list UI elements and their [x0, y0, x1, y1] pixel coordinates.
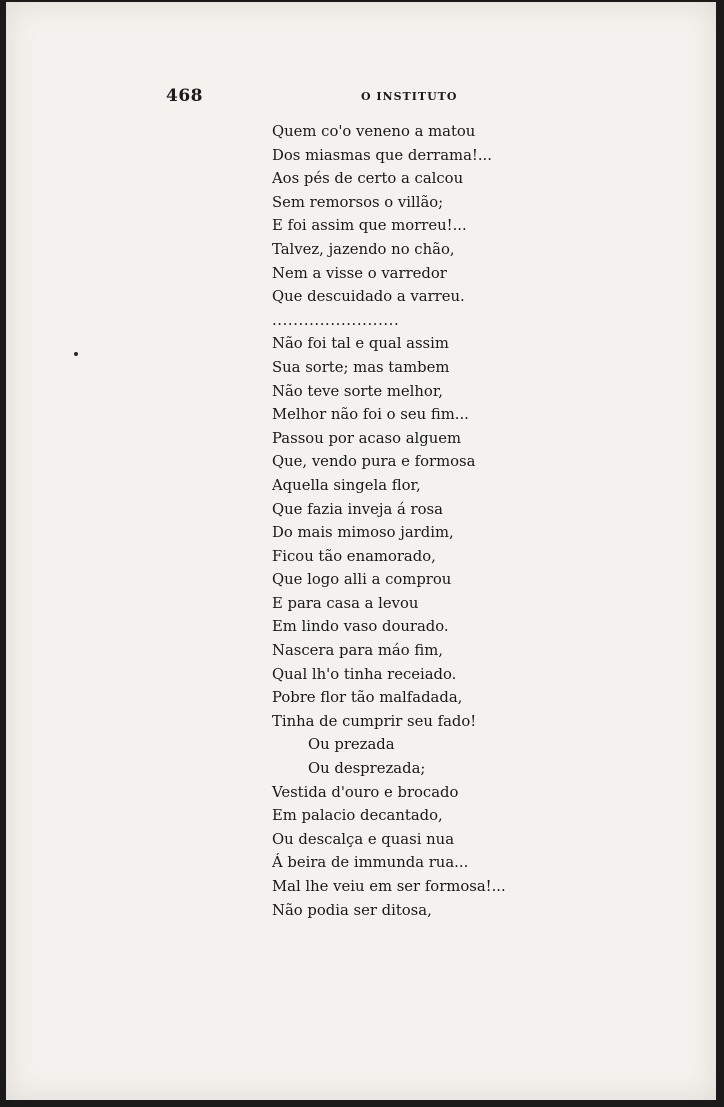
page-header [166, 86, 466, 110]
poem-line: Passou por acaso alguem [272, 429, 462, 447]
poem-line: Sem remorsos o villão; [272, 193, 444, 211]
poem-line: E foi assim que morreu!... [272, 217, 467, 235]
dotted-separator: ........................ [272, 311, 400, 329]
poem-line: Pobre flor tão malfadada, [272, 689, 463, 707]
poem-line: Qual lh'o tinha receiado. [272, 665, 457, 683]
poem-line: Que descuidado a varreu. [272, 288, 465, 306]
poem-line: Dos miasmas que derrama!... [272, 146, 492, 164]
poem-line: Não podia ser ditosa, [272, 901, 432, 919]
poem-line: Nem a visse o varredor [272, 264, 447, 282]
poem-line: Do mais mimoso jardim, [272, 524, 454, 542]
poem-line: Aos pés de certo a calcou [272, 170, 464, 188]
poem-line: Ficou tão enamorado, [272, 547, 436, 565]
poem-line: Não foi tal e qual assim [272, 335, 449, 353]
poem-line: Que, vendo pura e formosa [272, 453, 476, 471]
poem-line: E para casa a levou [272, 594, 419, 612]
poem-line: Em lindo vaso dourado. [272, 618, 449, 636]
poem-line: Mal lhe veiu em ser formosa!... [272, 878, 506, 895]
poem-line: Sua sorte; mas tambem [272, 358, 450, 376]
poem-line: Que logo alli a comprou [272, 571, 452, 589]
poem-line: Ou descalça e quasi nua [272, 830, 455, 848]
poem-line: Em palacio decantado, [272, 807, 443, 825]
poem-line: Nascera para máo fim, [272, 642, 443, 660]
poem-text [272, 120, 562, 922]
poem-line: Tinha de cumprir seu fado! [272, 712, 477, 730]
poem-line: Vestida d'ouro e brocado [272, 783, 459, 801]
running-title: O INSTITUTO [361, 90, 458, 103]
poem-line-indented: Ou desprezada; [308, 760, 426, 778]
poem-line: Quem co'o veneno a matou [272, 123, 476, 140]
poem-line: Talvez, jazendo no chão, [272, 240, 455, 258]
poem-line: Á beira de immunda rua... [272, 854, 469, 872]
ink-speck [74, 352, 78, 356]
book-page [6, 2, 716, 1100]
poem-line: Melhor não foi o seu fim... [272, 406, 469, 424]
page-number: 468 [166, 86, 203, 106]
poem-line: Aquella singela flor, [272, 476, 421, 494]
poem-line-indented: Ou prezada [308, 736, 395, 754]
poem-line: Que fazia inveja á rosa [272, 500, 443, 518]
poem-line: Não teve sorte melhor, [272, 382, 443, 400]
